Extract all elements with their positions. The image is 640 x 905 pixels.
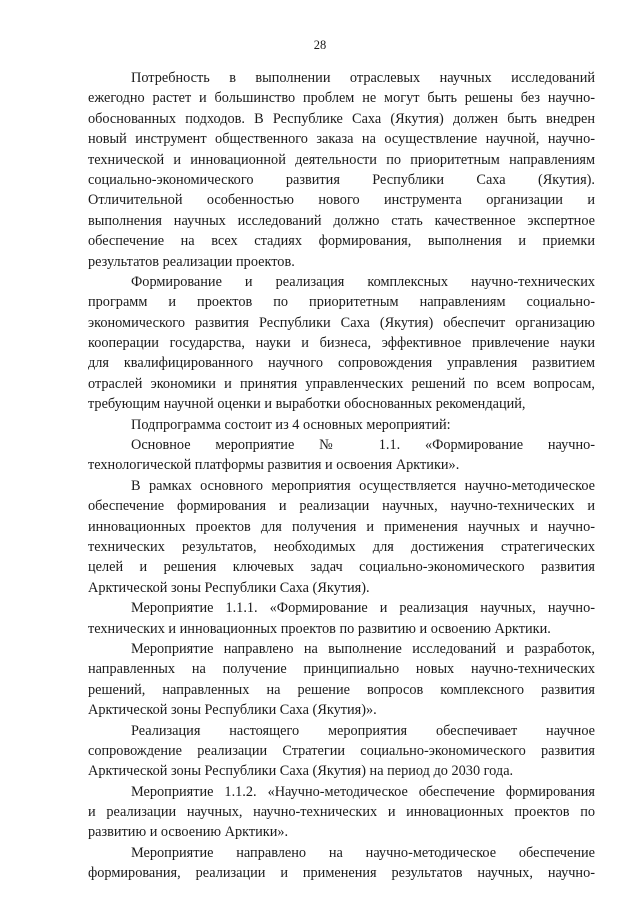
text-line: технических и инновационных проектов по развитию и освоению Арктики. [88,620,551,637]
text-line: экономического развития Республики Саха (Якутия) обеспечит организацию [88,314,595,331]
text-line: Мероприятие 1.1.2. «Научно-методическое обеспечение формирования [131,783,595,800]
text-line: Арктической зоны Республики Саха (Якутия) на период до 2030 года. [88,763,514,780]
text-line: Потребность в выполнении отраслевых научных исследований [131,70,595,86]
text-line: новый инструмент общественного заказа на осуществление научной, научно- [88,131,595,148]
text-line: технологической платформы развития и освоения Арктики». [88,457,460,474]
text-line: Арктической зоны Республики Саха (Якутия). [88,579,370,596]
text-line: решений, направленных на решение вопросов комплексного развития [88,681,595,698]
text-line: программ и проектов по приоритетным направлениям социально- [88,294,595,311]
text-line: технической и инновационной деятельности по приоритетным направлениям [88,151,595,168]
text-line: социально-экономического развития Республики Саха (Якутия). [88,171,595,188]
text-line: сопровождение реализации Стратегии социально-экономического развития [88,742,595,759]
text-line: направленных на получение принципиально новых научно-технических [88,661,595,678]
text-line: обеспечение формирования и реализации научных, научно-технических и [88,498,595,515]
text-line: для квалифицированного научного сопровождения управления развитием [88,355,595,372]
text-line: инновационных проектов для получения и применения научных и научно- [88,518,595,535]
document-body [88,68,595,884]
text-line: Мероприятие направлено на выполнение исследований и разработок, [131,640,595,657]
text-line: обоснованных подходов. В Республике Саха (Якутия) должен быть внедрен [88,110,595,127]
text-line: Мероприятие направлено на научно-методическое обеспечение [131,844,595,861]
text-line: ежегодно растет и большинство проблем не могут быть решены без научно- [88,90,595,107]
text-line: Основное мероприятие № 1.1. «Формирование научно- [131,437,595,454]
text-line: выполнения научных исследований должно стать качественное экспертное [88,212,595,229]
text-line: Арктической зоны Республики Саха (Якутия)». [88,702,377,719]
text-line: результатов реализации проектов. [88,253,295,270]
text-line: и реализации научных, научно-технических и инновационных проектов по [88,804,595,821]
text-line: формирования, реализации и применения результатов научных, научно- [88,865,595,882]
text-line: отраслей экономики и принятия управленческих решений по всем вопросам, [88,375,595,392]
text-line: Подпрограмма состоит из 4 основных мероприятий: [131,416,451,433]
text-line: Реализация настоящего мероприятия обеспечивает научное [131,722,595,739]
text-line: кооперации государства, науки и бизнеса, эффективное привлечение науки [88,335,595,352]
text-line: требующим научной оценки и выработки обоснованных рекомендаций, [88,396,526,413]
text-line: Мероприятие 1.1.1. «Формирование и реализация научных, научно- [131,600,595,617]
text-line: Отличительной особенностью нового инструмента организации и [88,192,595,209]
text-line: обеспечение на всех стадиях формирования, выполнения и приемки [88,233,595,250]
text-line: В рамках основного мероприятия осуществляется научно-методическое [131,477,595,494]
text-line: Формирование и реализация комплексных научно-технических [131,273,595,290]
text-line: развитию и освоению Арктики». [88,824,289,841]
text-line: технических результатов, необходимых для достижения стратегических [88,538,595,555]
page-number: 28 [313,38,327,52]
text-line: целей и решения ключевых задач социально-экономического развития [88,559,595,576]
